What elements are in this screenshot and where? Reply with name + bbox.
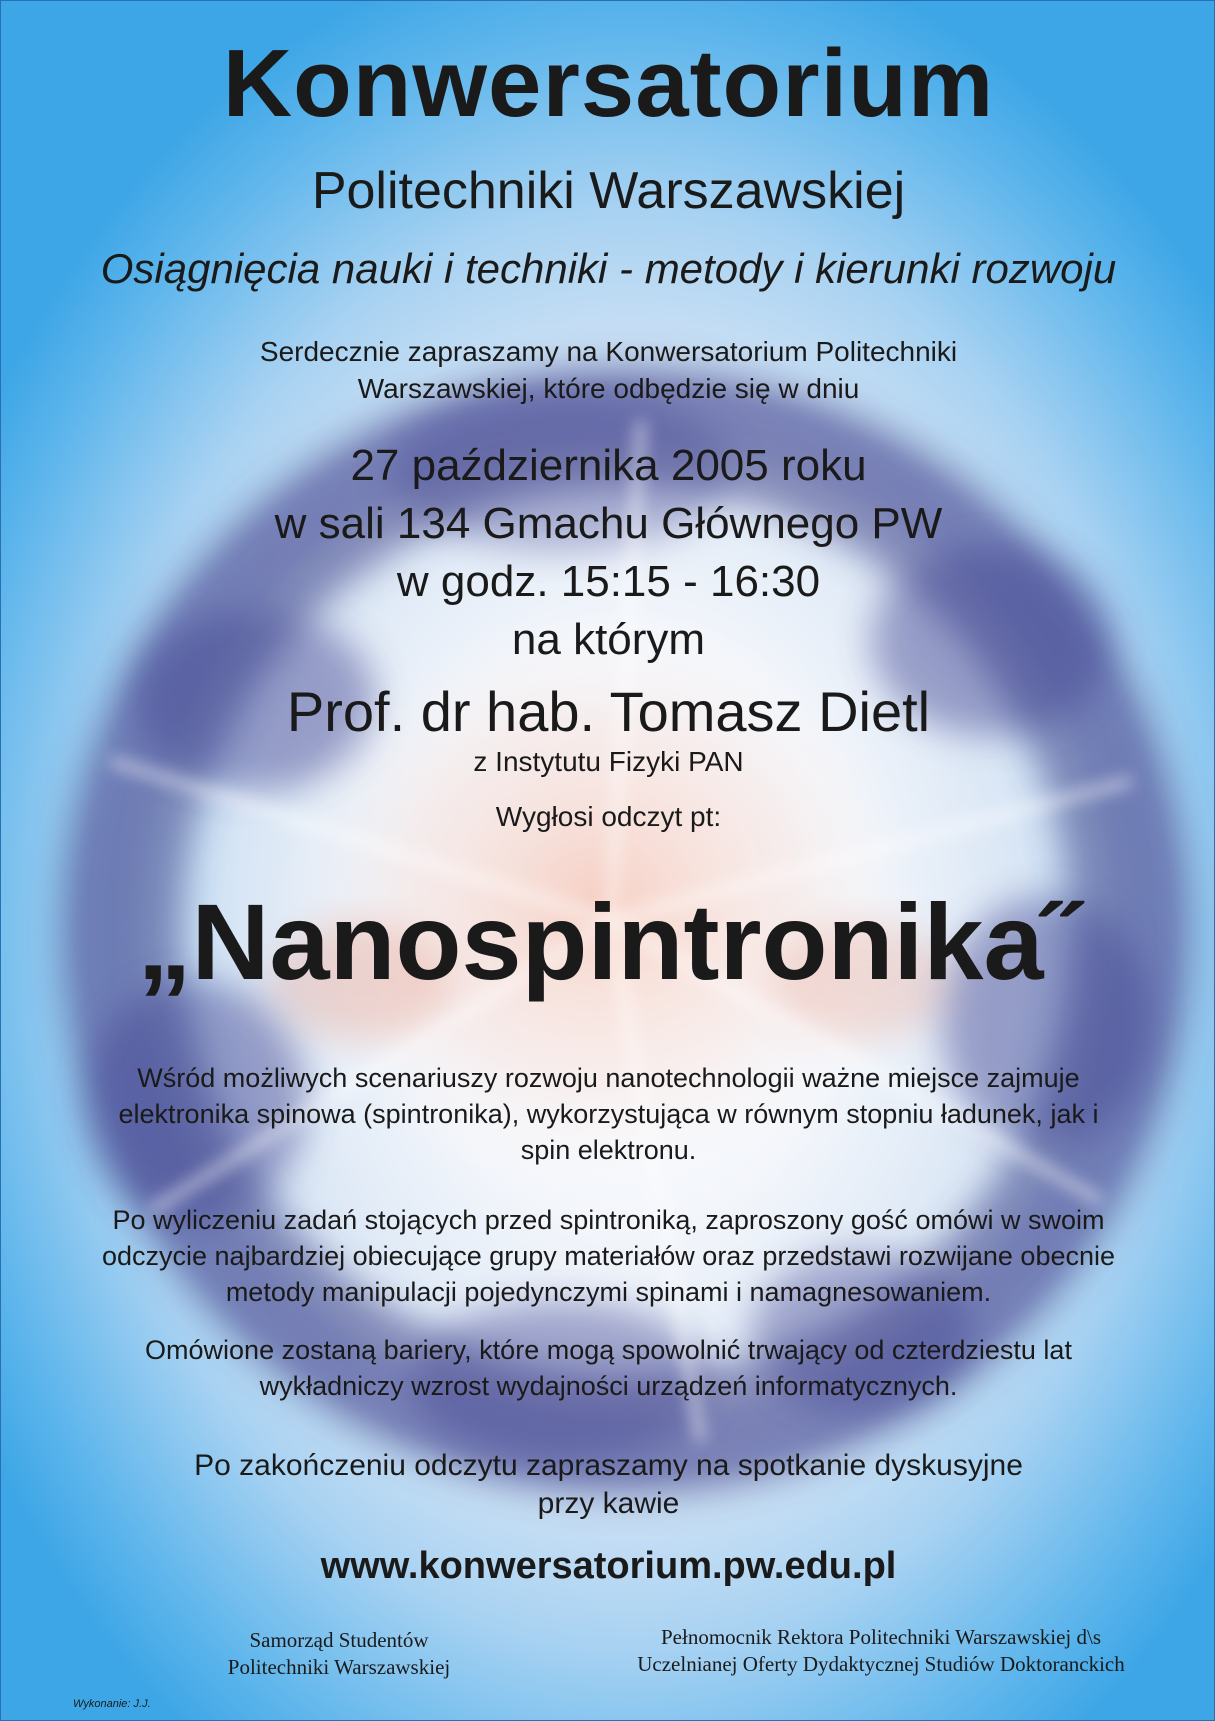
design-credit: Wykonanie: J.J. [73,1698,151,1710]
event-venue: w sali 134 Gmachu Głównego PW [274,499,943,548]
speaker-institute: z Instytutu Fizyki PAN [473,746,744,777]
description-p3-line-1: Omówione zostaną bariery, które mogą spowolnić trwający od czterdziestu lat [145,1335,1072,1365]
closing-line-1: Po zakończeniu odczytu zapraszamy na spotkanie dyskusyjne [194,1449,1023,1482]
invitation-line-2: Warszawskiej, które odbędzie się w dniu [357,373,860,404]
description-p2-line-2: odczycie najbardziej obiecujące grupy materiałów oraz przedstawi rozwijane obecnie [101,1241,1116,1271]
speaker-name: Prof. dr hab. Tomasz Dietl [286,680,931,743]
organizer-left-line-2: Politechniki Warszawskiej [227,1655,451,1679]
closing-line-2: przy kawie [537,1487,680,1520]
description-p2-line-1: Po wyliczeniu zadań stojących przed spintroniką, zaproszony gość omówi w swoim [112,1205,1105,1235]
poster-content [1,1,1215,1721]
poster-title: Konwersatorium [222,30,995,137]
website-link[interactable]: www.konwersatorium.pw.edu.pl [320,1545,897,1587]
event-date: 27 października 2005 roku [350,441,867,490]
organizer-right-line-1: Pełnomocnik Rektora Politechniki Warszawskiej d\s [660,1625,1101,1649]
event-connector: na którym [511,615,706,664]
lecture-intro: Wygłosi odczyt pt: [495,801,722,832]
organizer-left [159,1627,519,1681]
organizer-right-line-2: Uczelnianej Oferty Dydaktycznej Studiów Doktoranckich [637,1652,1125,1676]
lecture-topic: „Nanospintronika˝ [137,881,1080,1002]
poster-subtitle: Politechniki Warszawskiej [311,162,906,220]
description-p3-line-2: wykładniczy wzrost wydajności urządzeń informatycznych. [259,1371,958,1401]
description-p1-line-1: Wśród możliwych scenariuszy rozwoju nanotechnologii ważne miejsce zajmuje [137,1063,1080,1093]
description-p1-line-3: spin elektronu. [520,1135,697,1165]
series-tagline: Osiągnięcia nauki i techniki - metody i kierunki rozwoju [100,245,1117,292]
event-time: w godz. 15:15 - 16:30 [396,557,821,606]
organizer-left-line-1: Samorząd Studentów [249,1628,429,1652]
description-p1-line-2: elektronika spinowa (spintronika), wykorzystująca w równym stopniu ładunek, jak i [118,1099,1099,1129]
description-p2-line-3: metody manipulacji pojedynczymi spinami i namagnesowaniem. [225,1277,992,1307]
invitation-line-1: Serdecznie zapraszamy na Konwersatorium Politechniki [259,336,958,367]
organizer-right [581,1624,1181,1678]
